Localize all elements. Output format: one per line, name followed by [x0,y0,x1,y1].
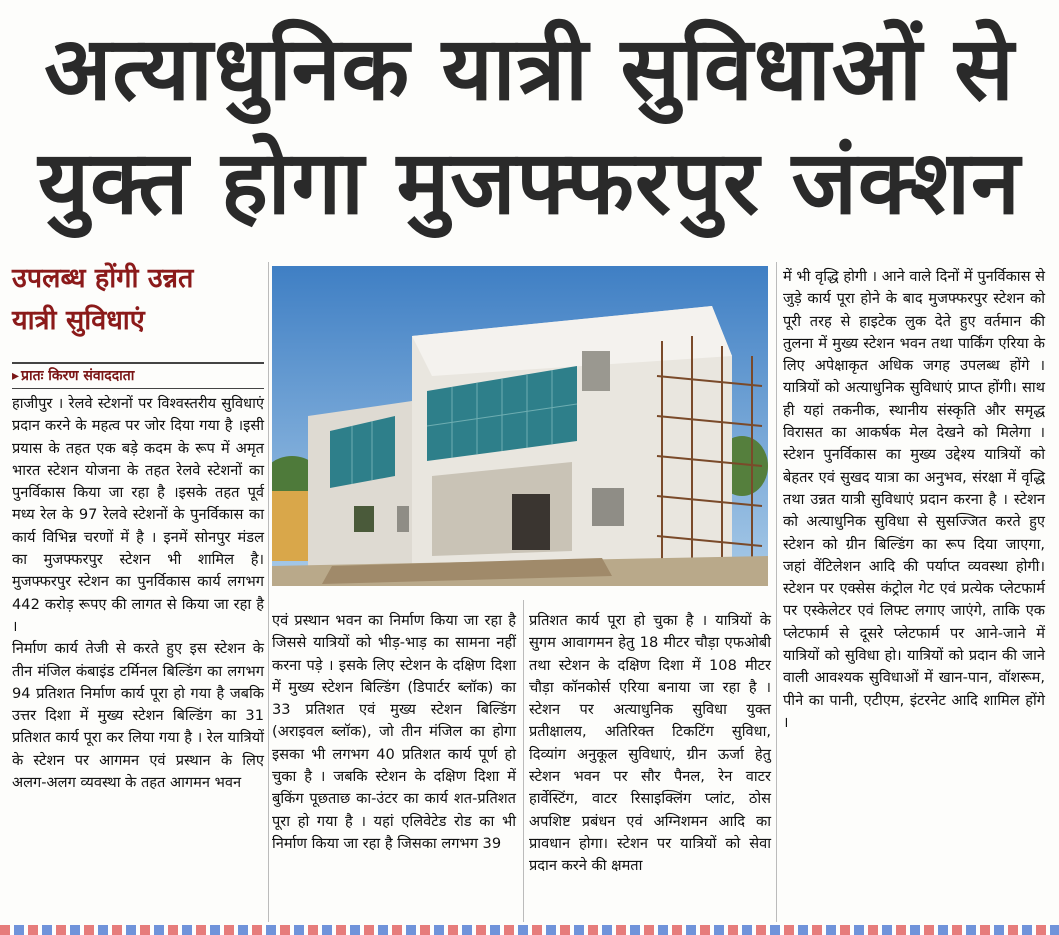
headline-line-2: युक्त होगा मुजफ्फरपुर जंक्शन [38,131,1021,234]
article-column-2 [272,610,516,855]
column-divider [268,262,269,922]
subheadline [12,258,262,342]
page-edge-stripe [0,925,1059,935]
column-1-paragraph-1: हाजीपुर । रेलवे स्टेशनों पर विश्वस्तरीय सुविधाएं प्रदान करने के महत्व पर जोर दिया गया है ।इसी प्रयास के तहत एक बड़े कदम के रूप में अमृत भारत स्टेशन योजना के तहत रेलवे स्टेशनों का पुनर्विकास किया जा रहा है ।इसके तहत पूर्व मध्य रेल के 97 रेलवे स्टेशनों के पुनर्विकास का कार्य विभिन्न चरणों में है । इनमें सोनपुर मंडल का मुजफ्फरपुर स्टेशन भी शामिल है। मुजफ्फरपुर स्टेशन का पुनर्विकास कार्य लगभग 442 करोड़ रूपए की लागत से किया जा रहा है । [12,395,264,635]
byline-text: प्रातः किरण संवाददाता [21,368,135,384]
building-illustration [272,266,768,586]
byline [12,362,264,389]
arrow-icon: ▸ [12,368,20,384]
column-3-paragraph: प्रतिशत कार्य पूरा हो चुका है । यात्रियों के सुगम आवागमन हेतु 18 मीटर चौड़ा एफओबी तथा स्टेशन के दक्षिण दिशा में 108 मीटर चौड़ा कॉनकोर्स एरिया बनाया जा रहा है । स्टेशन पर अत्याधुनिक सुविधा युक्त प्रतीक्षालय, अतिरिक्त टिकटिंग सुविधा, दिव्यांग अनुकूल सुविधाएं, ग्रीन ऊर्जा हेतु स्टेशन भवन पर सौर पैनल, रेन वाटर हार्वेस्टिंग, वाटर रिसाइक्लिंग प्लांट, ठोस अपशिष्ट प्रबंधन एवं अग्निशमन आदि का प्रावधान होगा। स्टेशन पर यात्रियों को सेवा प्रदान करने की क्षमता [529,612,771,875]
article-column-3 [529,610,771,878]
subheadline-line-1: उपलब्ध होंगी उन्नत [12,263,194,294]
article-column-1 [12,393,264,794]
column-divider [523,600,524,922]
subheadline-line-2: यात्री सुविधाएं [12,305,145,336]
article-column-4 [783,266,1045,734]
station-building-photo [272,266,768,586]
headline-line-1: अत्याधुनिक यात्री सुविधाओं से [44,17,1015,120]
column-4-paragraph: में भी वृद्धि होगी । आने वाले दिनों में पुनर्विकास से जुड़े कार्य पूरा होने के बाद मुजफ्फरपुर स्टेशन को पूरी तरह से हाइटेक लुक देते हुए वर्तमान की तुलना में मुख्य स्टेशन भवन तथा पार्किंग एरिया के लिए अपेक्षाकृत अधिक जगह उपलब्ध होंगे । यात्रियों को अत्याधुनिक सुविधाएं प्राप्त होंगी। साथ ही यहां तकनीक, स्थानीय संस्कृति और समृद्ध विरासत का आकर्षक मेल देखने को मिलेगा । स्टेशन पुनर्विकास का मुख्य उद्देश्य यात्रियों को बेहतर एवं सुखद यात्रा का अनुभव, संरक्षा में वृद्धि तथा उन्नत यात्री सुविधाएं प्रदान करना है । स्टेशन को अत्याधुनिक सुविधा से सुसज्जित करते हुए स्टेशन को ग्रीन बिल्डिंग का रूप दिया जाएगा, जहां वेंटिलेशन आदि की पर्याप्त व्यवस्था होगी। स्टेशन पर एक्सेस कंट्रोल गेट एवं प्रत्येक प्लेटफार्म पर एस्केलेटर एवं लिफ्ट लगाए जाएंगे, ताकि एक प्लेटफार्म से दूसरे प्लेटफार्म पर आने-जाने में यात्रियों को सुविधा हो। यात्रियों को प्रदान की जाने वाली आवश्यक सुविधाओं में खान-पान, वॉशरूम, पीने का पानी, एटीएम, इंटरनेट आदि शामिल होंगे । [783,268,1045,731]
column-2-paragraph: एवं प्रस्थान भवन का निर्माण किया जा रहा है जिससे यात्रियों को भीड़-भाड़ का सामना नहीं करना पड़े । इसके लिए स्टेशन के दक्षिण दिशा में मुख्य स्टेशन बिल्डिंग (डिपार्टर ब्लॉक) का 33 प्रतिशत एवं मुख्य स्टेशन बिल्डिंग (अराइवल ब्लॉक), जो तीन मंजिल का होगा इसका भी लगभग 40 प्रतिशत कार्य पूर्ण हो चुका है । जबकि स्टेशन के दक्षिण दिशा में बुकिंग पूछताछ का-उंटर का कार्य शत-प्रतिशत पूरा हो गया है । यहां एलिवेटेड रोड का भी निर्माण किया जा रहा है जिसका लगभग 39 [272,612,516,852]
column-1-paragraph-2: निर्माण कार्य तेजी से करते हुए इस स्टेशन के तीन मंजिल कंबाइंड टर्मिनल बिल्डिंग का लगभग 94 प्रतिशत निर्माण कार्य पूरा हो गया है जबकि उत्तर दिशा में मुख्य स्टेशन बिल्डिंग का 31 प्रतिशत कार्य पूरा कर लिया गया है । रेल यात्रियों के स्टेशन पर आगमन एवं प्रस्थान के लिए अलग-अलग व्यवस्था के तहत आगमन भवन [12,640,264,792]
column-divider [776,262,777,922]
